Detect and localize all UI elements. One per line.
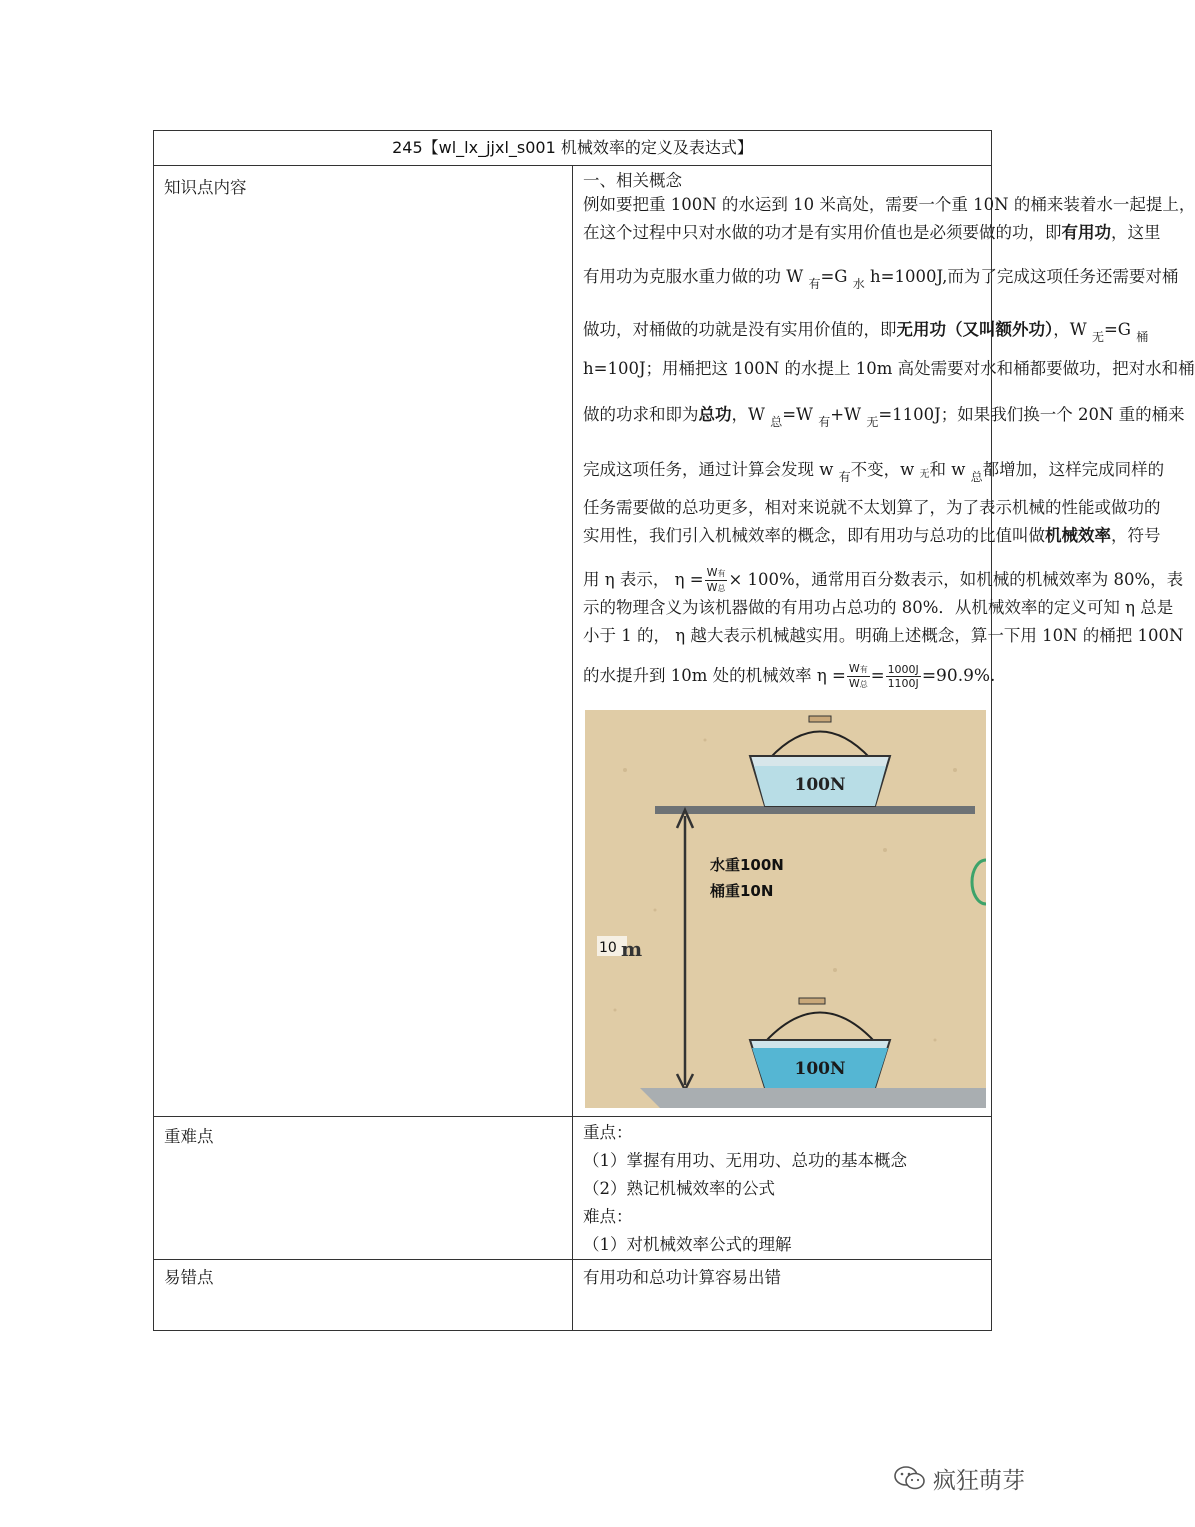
mistake-content: 有用功和总功计算容易出错 <box>573 1260 992 1331</box>
text-line-7: 完成这项任务，通过计算会发现 w $_有$不变，w 无和 w $_总$都增加，这样完成同样的 <box>583 460 1165 484</box>
text-line-12: 小于 1 的， η 越大表示机械越实用。明确上述概念，算一下用 10N 的桶把 100N <box>583 626 1184 645</box>
bucket-figure <box>585 710 986 1108</box>
text-line-9: 实用性，我们引入机械效率的概念，即有用功与总功的比值叫做机械效率，符号 <box>583 526 1161 545</box>
efficiency-fraction: $\frac{\text{W有}}{\text{W总}}$ <box>706 566 726 594</box>
hard-item-1: （1）对机械效率公式的理解 <box>583 1235 792 1254</box>
text-line-5: h=100J；用桶把这 100N 的水提上 10m 高处需要对水和桶都要做功，把对水和桶 <box>583 359 1195 378</box>
text-line-2: 在这个过程中只对水做的功才是有实用价值也是必须要做的功，即有用功，这里 <box>583 223 1161 242</box>
ground-plate <box>640 1088 986 1108</box>
efficiency-fraction-numeric: $\frac{1000J}{1100J}$ <box>887 663 919 690</box>
top-bucket-label: 100N <box>794 775 846 795</box>
term-total-work: 总功 <box>698 405 732 424</box>
height-unit: m <box>621 937 643 961</box>
term-efficiency: 机械效率 <box>1045 526 1111 545</box>
bottom-bucket-label: 100N <box>794 1059 846 1079</box>
section-heading: 一、相关概念 <box>583 171 682 190</box>
bucket-weight-label: 桶重10N <box>710 882 774 900</box>
knowledge-table <box>153 130 1195 1331</box>
term-extra-work: 无用功（又叫额外功） <box>896 320 1054 339</box>
text-line-6: 做的功求和即为总功，W $_总$=W $_有$+W $_无$=1100J；如果我们换一个 20N 重的桶来 <box>583 405 1185 429</box>
title-row <box>154 131 992 166</box>
efficiency-fraction-symbolic: $\frac{\text{W有}}{\text{W总}}$ <box>848 662 868 690</box>
difficulty-row <box>154 1117 992 1260</box>
text-line-13: 的水提升到 10m 处的机械效率 η = $\frac{\text{W有}}{\text{W总}}$ = $\frac{1000J}{1100J}$ =90.9%. <box>583 662 996 690</box>
text-line-1: 例如要把重 100N 的水运到 10 米高处，需要一个重 10N 的桶来装着水一起提上， <box>583 195 1195 214</box>
water-weight-label: 水重100N <box>710 856 784 874</box>
top-shelf <box>655 806 975 814</box>
wechat-icon <box>893 1465 927 1491</box>
text-line-11: 示的物理含义为该机器做的有用功占总功的 80%．从机械效率的定义可知 η 总是 <box>583 598 1174 617</box>
table-title: 245【wl_lx_jjxl_s001 机械效率的定义及表达式】 <box>154 131 992 166</box>
key-item-1: （1）掌握有用功、无用功、总功的基本概念 <box>583 1151 907 1170</box>
concept-paragraph <box>583 171 1195 690</box>
key-heading: 重点： <box>583 1123 633 1142</box>
text-line-3: 有用功为克服水重力做的功 W $_有$=G $_水$ h=1000J,而为了完成这项任务还需要对桶 <box>583 267 1179 291</box>
mistake-label: 易错点 <box>154 1260 573 1331</box>
key-item-2: （2）熟记机械效率的公式 <box>583 1179 775 1198</box>
text-line-10: 用 η 表示， η = $\frac{\text{W有}}{\text{W总}}$ × 100%，通常用百分数表示，如机械的机械效率为 80%，表 <box>583 566 1184 594</box>
knowledge-content <box>573 166 1195 1117</box>
watermark-text: 疯狂萌芽 <box>933 1467 1025 1494</box>
height-number: 10 <box>599 940 617 956</box>
difficulty-label: 重难点 <box>154 1117 573 1260</box>
knowledge-label: 知识点内容 <box>154 166 573 1117</box>
difficulty-content <box>573 1117 992 1260</box>
text-line-8: 任务需要做的总功更多，相对来说就不太划算了，为了表示机械的性能或做功的 <box>583 498 1161 517</box>
mistake-row <box>154 1260 992 1331</box>
hard-heading: 难点： <box>583 1207 633 1226</box>
term-useful-work: 有用功 <box>1061 223 1111 242</box>
text-line-4: 做功，对桶做的功就是没有实用价值的，即无用功（又叫额外功），W $_无$=G $_桶$ <box>583 320 1149 344</box>
watermark <box>893 1461 1025 1495</box>
knowledge-row <box>154 166 992 1117</box>
